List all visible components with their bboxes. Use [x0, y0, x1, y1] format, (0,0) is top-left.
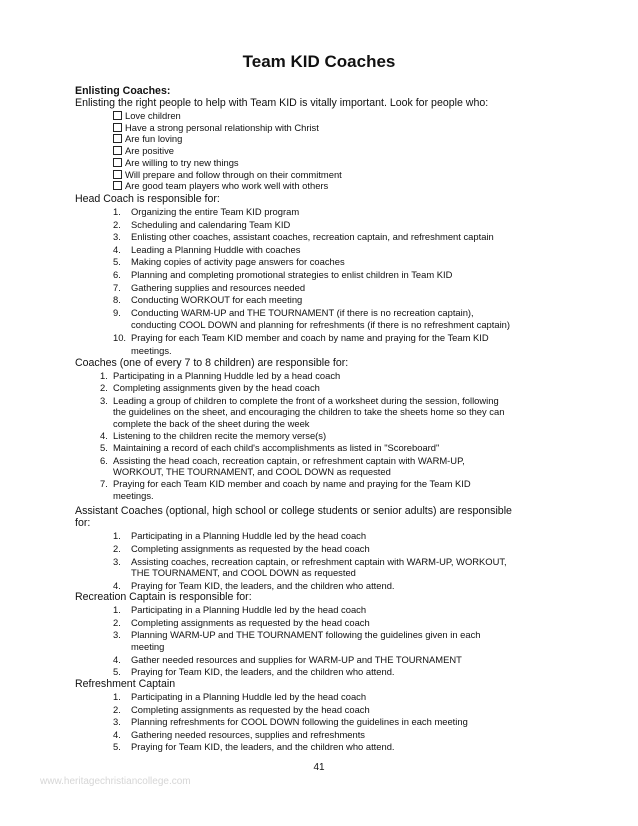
list-item-text: Assisting coaches, recreation captain, or refreshment captain with WARM-UP, WORKOUT,	[131, 555, 507, 567]
list-number: 9.	[113, 306, 121, 318]
list-item-text: meetings.	[131, 344, 172, 356]
list-item-text: Maintaining a record of each child's accomplishments as listed in "Scoreboard"	[113, 442, 440, 454]
list-number: 7.	[100, 478, 108, 490]
checkbox-icon	[113, 111, 122, 120]
list-number: 5.	[100, 442, 108, 454]
list-item-text: Completing assignments as requested by the head coach	[131, 616, 370, 628]
enlisting-intro: Enlisting the right people to help with Team KID is vitally important. Look for people who:	[75, 97, 489, 109]
list-item-text: Leading a Planning Huddle with coaches	[131, 243, 301, 255]
list-number: 3.	[113, 555, 121, 567]
list-number: 8.	[113, 294, 121, 306]
list-item-text: Participating in a Planning Huddle led by the head coach	[131, 530, 367, 541]
list-item-text: conducting COOL DOWN and planning for refreshments (if there is no refreshment captain)	[131, 319, 510, 331]
checklist-item	[113, 145, 174, 157]
list-number: 4.	[113, 243, 121, 255]
list-item-text: Assisting the head coach, recreation captain, or refreshment captain with WARM-UP,	[113, 454, 465, 466]
checkbox-icon	[113, 158, 122, 167]
list-number: 4.	[113, 653, 121, 665]
section-heading-head_coach: Head Coach is responsible for:	[75, 193, 220, 205]
list-number: 1.	[113, 691, 121, 702]
list-item-text: Praying for Team KID, the leaders, and the children who attend.	[131, 579, 395, 591]
list-item-text: THE TOURNAMENT, and COOL DOWN as requested	[131, 567, 356, 579]
checklist-item-label: Are good team players who work well with others	[125, 180, 329, 192]
checkbox-icon	[113, 146, 122, 155]
section-heading-assistant: Assistant Coaches (optional, high school or college students or senior adults) are responsible	[75, 505, 512, 517]
list-item-text: Completing assignments as requested by the head coach	[131, 703, 370, 715]
list-number: 7.	[113, 281, 121, 293]
list-item-text: the guidelines on the sheet, and encouraging the children to take the sheets home so they can	[113, 406, 505, 418]
list-item-text: Participating in a Planning Huddle led by the head coach	[131, 604, 367, 615]
list-number: 3.	[100, 394, 108, 406]
section-heading-enlisting: Enlisting Coaches:	[75, 85, 171, 97]
checklist-item-label: Will prepare and follow through on their commitment	[125, 168, 342, 180]
list-number: 2.	[113, 542, 121, 554]
list-number: 4.	[113, 728, 121, 740]
list-item-text: Planning and completing promotional strategies to enlist children in Team KID	[131, 269, 453, 280]
list-item-text: Planning refreshments for COOL DOWN following the guidelines in each meeting	[131, 716, 468, 728]
checklist-item	[113, 122, 319, 134]
list-number: 1.	[100, 370, 108, 381]
list-item-text: Gather needed resources and supplies for WARM-UP and THE TOURNAMENT	[131, 653, 462, 665]
checkbox-icon	[113, 134, 122, 143]
list-number: 3.	[113, 629, 121, 641]
list-item-text: Conducting WARM-UP and THE TOURNAMENT (if there is no recreation captain),	[131, 306, 474, 318]
checklist-item	[113, 180, 328, 192]
section-heading-assistant-cont: for:	[75, 517, 91, 529]
checkbox-icon	[113, 123, 122, 132]
list-item-text: Making copies of activity page answers for coaches	[131, 256, 345, 268]
checklist-item-label: Have a strong personal relationship with Christ	[125, 121, 319, 133]
checklist-item-label: Are willing to try new things	[125, 156, 239, 168]
list-item-text: Completing assignments as requested by the head coach	[131, 542, 370, 554]
list-item-text: Praying for Team KID, the leaders, and the children who attend.	[131, 666, 395, 678]
list-number: 2.	[113, 703, 121, 715]
watermark: www.heritagechristiancollege.com	[40, 776, 191, 787]
list-number: 4.	[113, 579, 121, 591]
list-number: 6.	[113, 269, 121, 280]
list-item-text: Enlisting other coaches, assistant coaches, recreation captain, and refreshment captain	[131, 231, 494, 243]
list-number: 1.	[113, 604, 121, 615]
list-number: 5.	[113, 256, 121, 268]
list-number: 5.	[113, 741, 121, 753]
checklist-item-label: Love children	[125, 110, 181, 121]
list-item-text: Praying for each Team KID member and coach by name and praying for the Team KID	[131, 332, 489, 343]
list-item-text: meeting	[131, 640, 165, 652]
page-title: Team KID Coaches	[242, 52, 396, 71]
list-number: 4.	[100, 429, 108, 441]
checklist-item	[113, 157, 239, 169]
checklist-item	[113, 169, 342, 181]
list-number: 2.	[100, 382, 108, 394]
page-number: 41	[313, 762, 325, 773]
checklist-item-label: Are fun loving	[125, 133, 183, 145]
list-number: 10.	[113, 332, 127, 343]
list-item-text: meetings.	[113, 489, 154, 501]
section-heading-coaches: Coaches (one of every 7 to 8 children) are responsible for:	[75, 357, 349, 369]
list-item-text: Gathering needed resources, supplies and refreshments	[131, 728, 365, 740]
checklist-item	[113, 133, 182, 145]
list-number: 3.	[113, 231, 121, 243]
list-item-text: Praying for each Team KID member and coach by name and praying for the Team KID	[113, 478, 471, 490]
list-item-text: Completing assignments given by the head coach	[113, 382, 320, 394]
list-number: 2.	[113, 616, 121, 628]
list-item-text: Conducting WORKOUT for each meeting	[131, 294, 303, 306]
list-item-text: Participating in a Planning Huddle led by the head coach	[131, 691, 367, 702]
list-item-text: Scheduling and calendaring Team KID	[131, 218, 291, 230]
list-number: 3.	[113, 716, 121, 728]
list-item-text: complete the back of the sheet during the week	[113, 417, 310, 429]
list-item-text: Listening to the children recite the memory verse(s)	[113, 429, 327, 441]
list-number: 2.	[113, 218, 121, 230]
checklist-item	[113, 110, 181, 122]
list-item-text: Gathering supplies and resources needed	[131, 281, 306, 293]
checklist-item-label: Are positive	[125, 145, 174, 157]
section-heading-refreshment: Refreshment Captain	[75, 678, 176, 690]
checkbox-icon	[113, 181, 122, 190]
list-item-text: Participating in a Planning Huddle led by a head coach	[113, 370, 341, 381]
list-number: 1.	[113, 206, 121, 217]
checkbox-icon	[113, 170, 122, 179]
list-item-text: Praying for Team KID, the leaders, and the children who attend.	[131, 741, 395, 753]
list-item-text: Planning WARM-UP and THE TOURNAMENT following the guidelines given in each	[131, 629, 481, 641]
list-number: 6.	[100, 454, 108, 466]
list-item-text: Organizing the entire Team KID program	[131, 206, 300, 217]
list-number: 1.	[113, 530, 121, 541]
list-item-text: WORKOUT, THE TOURNAMENT, and COOL DOWN as requested	[113, 466, 391, 477]
section-heading-recreation: Recreation Captain is responsible for:	[75, 591, 252, 603]
list-number: 5.	[113, 666, 121, 678]
list-item-text: Leading a group of children to complete the front of a worksheet during the session, following	[113, 394, 499, 406]
